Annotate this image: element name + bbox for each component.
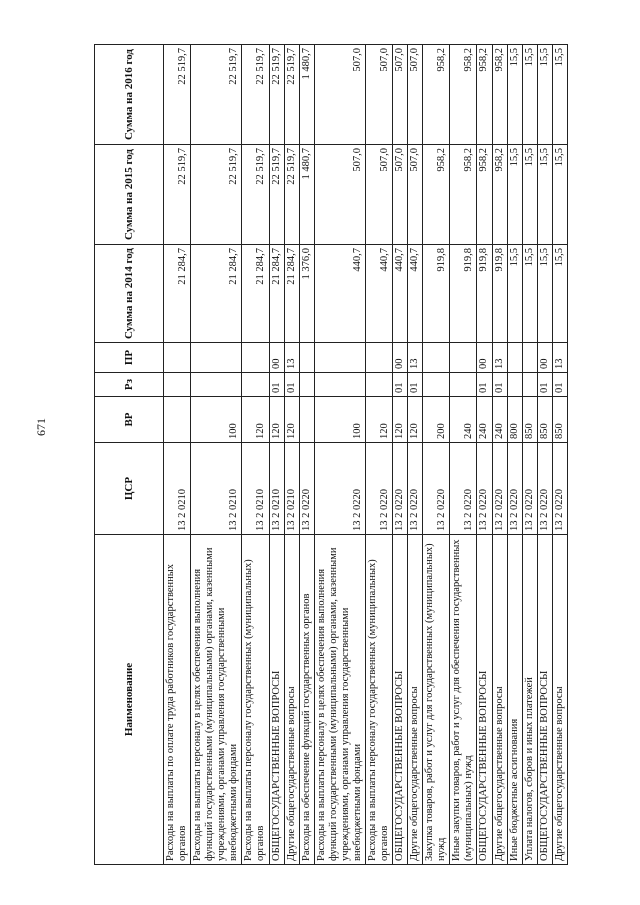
table-row (393, 45, 408, 865)
header-row (95, 45, 164, 865)
cell-sum-2014: 440,7 (365, 245, 392, 343)
cell-sum-2016: 1 480,7 (299, 45, 314, 145)
cell-name: Расходы на выплаты персоналу государственных (муниципальных) органов (365, 535, 392, 865)
cell-sum-2016: 22 519,7 (242, 45, 269, 145)
cell-vr: 240 (492, 397, 507, 443)
table-body (164, 45, 568, 865)
cell-rz: 01 (492, 373, 507, 397)
cell-sum-2016: 958,2 (477, 45, 492, 145)
table-row (164, 45, 191, 865)
cell-vr: 800 (507, 397, 522, 443)
cell-csr: 13 2 0220 (507, 443, 522, 535)
rotated-page (94, 45, 565, 865)
cell-csr: 13 2 0220 (423, 443, 450, 535)
cell-sum-2015: 507,0 (393, 145, 408, 245)
cell-name: Закупка товаров, работ и услуг для государственных (муниципальных) нужд (423, 535, 450, 865)
cell-name: Иные закупки товаров, работ и услуг для обеспечения государственных (муниципальных) нужд (450, 535, 477, 865)
cell-rz (314, 373, 365, 397)
cell-csr: 13 2 0210 (269, 443, 284, 535)
cell-sum-2014: 21 284,7 (284, 245, 299, 343)
table-row (314, 45, 365, 865)
cell-sum-2014: 15,5 (537, 245, 552, 343)
cell-sum-2016: 15,5 (537, 45, 552, 145)
cell-pr (191, 343, 242, 373)
cell-csr: 13 2 0210 (284, 443, 299, 535)
cell-csr: 13 2 0220 (314, 443, 365, 535)
cell-sum-2014: 919,8 (492, 245, 507, 343)
cell-rz: 01 (552, 373, 567, 397)
cell-sum-2015: 22 519,7 (242, 145, 269, 245)
cell-sum-2015: 22 519,7 (164, 145, 191, 245)
cell-vr: 240 (477, 397, 492, 443)
cell-pr: 00 (537, 343, 552, 373)
cell-vr (164, 397, 191, 443)
cell-sum-2015: 22 519,7 (269, 145, 284, 245)
cell-name: Расходы на выплаты персоналу в целях обеспечения выполнения функций государственными (муниципальными) органами, казенными учреждениями, органами управления государственными внебюджетными фондами (191, 535, 242, 865)
cell-sum-2015: 507,0 (314, 145, 365, 245)
cell-sum-2015: 507,0 (365, 145, 392, 245)
cell-sum-2016: 507,0 (314, 45, 365, 145)
cell-sum-2015: 15,5 (537, 145, 552, 245)
cell-sum-2015: 15,5 (507, 145, 522, 245)
cell-csr: 13 2 0220 (365, 443, 392, 535)
cell-rz (450, 373, 477, 397)
cell-name: Расходы на выплаты персоналу в целях обеспечения выполнения функций государственными (муниципальными) органами, казенными учреждениями, органами управления государственными внебюджетными фондами (314, 535, 365, 865)
table-row (284, 45, 299, 865)
cell-sum-2014: 15,5 (552, 245, 567, 343)
header-name: Наименование (95, 535, 164, 865)
cell-rz: 01 (284, 373, 299, 397)
cell-name: ОБЩЕГОСУДАРСТВЕННЫЕ ВОПРОСЫ (537, 535, 552, 865)
cell-csr: 13 2 0210 (242, 443, 269, 535)
header-sum-2016: Сумма на 2016 год (95, 45, 164, 145)
cell-sum-2015: 507,0 (408, 145, 423, 245)
cell-pr (522, 343, 537, 373)
header-vr: ВР (95, 397, 164, 443)
cell-pr: 13 (284, 343, 299, 373)
cell-name: ОБЩЕГОСУДАРСТВЕННЫЕ ВОПРОСЫ (393, 535, 408, 865)
header-sum-2014: Сумма на 2014 год (95, 245, 164, 343)
cell-rz (507, 373, 522, 397)
table-row (191, 45, 242, 865)
cell-rz (365, 373, 392, 397)
cell-name: Уплата налогов, сборов и иных платежей (522, 535, 537, 865)
cell-sum-2016: 15,5 (522, 45, 537, 145)
cell-vr (299, 397, 314, 443)
cell-sum-2016: 958,2 (423, 45, 450, 145)
cell-sum-2016: 15,5 (552, 45, 567, 145)
cell-pr (164, 343, 191, 373)
cell-name: ОБЩЕГОСУДАРСТВЕННЫЕ ВОПРОСЫ (269, 535, 284, 865)
page-number: 671 (34, 418, 48, 436)
cell-vr: 240 (450, 397, 477, 443)
cell-vr: 200 (423, 397, 450, 443)
cell-pr (314, 343, 365, 373)
cell-sum-2014: 15,5 (507, 245, 522, 343)
cell-vr: 850 (552, 397, 567, 443)
cell-pr (507, 343, 522, 373)
cell-pr: 00 (477, 343, 492, 373)
cell-sum-2016: 15,5 (507, 45, 522, 145)
cell-sum-2016: 507,0 (408, 45, 423, 145)
cell-vr: 120 (408, 397, 423, 443)
cell-csr: 13 2 0210 (191, 443, 242, 535)
cell-pr: 00 (269, 343, 284, 373)
cell-pr (299, 343, 314, 373)
cell-sum-2015: 15,5 (522, 145, 537, 245)
cell-pr (242, 343, 269, 373)
cell-csr: 13 2 0220 (552, 443, 567, 535)
cell-csr: 13 2 0220 (450, 443, 477, 535)
cell-rz (242, 373, 269, 397)
cell-pr: 13 (492, 343, 507, 373)
cell-rz (191, 373, 242, 397)
cell-vr: 850 (522, 397, 537, 443)
cell-csr: 13 2 0220 (408, 443, 423, 535)
cell-name: Расходы на выплаты по оплате труда работников государственных органов (164, 535, 191, 865)
cell-sum-2014: 21 284,7 (242, 245, 269, 343)
cell-sum-2014: 919,8 (450, 245, 477, 343)
cell-name: Иные бюджетные ассигнования (507, 535, 522, 865)
cell-vr: 850 (537, 397, 552, 443)
cell-sum-2014: 440,7 (408, 245, 423, 343)
table-row (450, 45, 477, 865)
cell-vr: 120 (269, 397, 284, 443)
table-row (522, 45, 537, 865)
cell-sum-2014: 440,7 (393, 245, 408, 343)
cell-sum-2014: 21 284,7 (164, 245, 191, 343)
cell-sum-2015: 958,2 (450, 145, 477, 245)
cell-vr: 100 (314, 397, 365, 443)
cell-csr: 13 2 0220 (393, 443, 408, 535)
cell-csr: 13 2 0220 (477, 443, 492, 535)
cell-rz: 01 (477, 373, 492, 397)
cell-sum-2014: 919,8 (477, 245, 492, 343)
cell-rz: 01 (408, 373, 423, 397)
cell-sum-2016: 507,0 (365, 45, 392, 145)
cell-vr: 120 (393, 397, 408, 443)
cell-vr: 100 (191, 397, 242, 443)
cell-csr: 13 2 0220 (299, 443, 314, 535)
header-pr: ПР (95, 343, 164, 373)
cell-name: Расходы на выплаты персоналу государственных (муниципальных) органов (242, 535, 269, 865)
cell-vr: 120 (365, 397, 392, 443)
table-row (365, 45, 392, 865)
cell-name: Другие общегосударственные вопросы (492, 535, 507, 865)
cell-sum-2014: 21 284,7 (191, 245, 242, 343)
budget-table (94, 44, 568, 865)
cell-sum-2015: 22 519,7 (284, 145, 299, 245)
cell-sum-2014: 21 284,7 (269, 245, 284, 343)
cell-name: Другие общегосударственные вопросы (552, 535, 567, 865)
cell-sum-2016: 22 519,7 (191, 45, 242, 145)
cell-pr (450, 343, 477, 373)
cell-sum-2016: 958,2 (492, 45, 507, 145)
cell-rz: 01 (269, 373, 284, 397)
cell-csr: 13 2 0220 (492, 443, 507, 535)
table-row (552, 45, 567, 865)
cell-pr (365, 343, 392, 373)
cell-sum-2014: 919,8 (423, 245, 450, 343)
cell-csr: 13 2 0210 (164, 443, 191, 535)
cell-sum-2015: 1 480,7 (299, 145, 314, 245)
cell-sum-2015: 15,5 (552, 145, 567, 245)
header-sum-2015: Сумма на 2015 год (95, 145, 164, 245)
table-row (299, 45, 314, 865)
cell-sum-2014: 1 376,0 (299, 245, 314, 343)
cell-csr: 13 2 0220 (522, 443, 537, 535)
cell-name: Другие общегосударственные вопросы (284, 535, 299, 865)
cell-rz (164, 373, 191, 397)
cell-name: ОБЩЕГОСУДАРСТВЕННЫЕ ВОПРОСЫ (477, 535, 492, 865)
cell-rz (299, 373, 314, 397)
table-row (408, 45, 423, 865)
table-row (507, 45, 522, 865)
cell-pr (423, 343, 450, 373)
cell-rz: 01 (393, 373, 408, 397)
header-csr: ЦСР (95, 443, 164, 535)
table-row (537, 45, 552, 865)
cell-name: Другие общегосударственные вопросы (408, 535, 423, 865)
cell-rz (423, 373, 450, 397)
cell-sum-2015: 958,2 (492, 145, 507, 245)
table-row (492, 45, 507, 865)
cell-sum-2016: 22 519,7 (164, 45, 191, 145)
cell-sum-2015: 958,2 (423, 145, 450, 245)
table-row (242, 45, 269, 865)
cell-pr: 13 (552, 343, 567, 373)
cell-pr: 13 (408, 343, 423, 373)
cell-sum-2016: 22 519,7 (284, 45, 299, 145)
cell-sum-2016: 958,2 (450, 45, 477, 145)
cell-sum-2015: 958,2 (477, 145, 492, 245)
table-row (423, 45, 450, 865)
cell-rz: 01 (537, 373, 552, 397)
cell-sum-2015: 22 519,7 (191, 145, 242, 245)
table-row (477, 45, 492, 865)
cell-pr: 00 (393, 343, 408, 373)
cell-sum-2014: 15,5 (522, 245, 537, 343)
cell-rz (522, 373, 537, 397)
header-rz: Рз (95, 373, 164, 397)
cell-vr: 120 (284, 397, 299, 443)
cell-csr: 13 2 0220 (537, 443, 552, 535)
cell-vr: 120 (242, 397, 269, 443)
table-row (269, 45, 284, 865)
cell-sum-2016: 22 519,7 (269, 45, 284, 145)
cell-sum-2014: 440,7 (314, 245, 365, 343)
cell-name: Расходы на обеспечение функций государственных органов (299, 535, 314, 865)
cell-sum-2016: 507,0 (393, 45, 408, 145)
